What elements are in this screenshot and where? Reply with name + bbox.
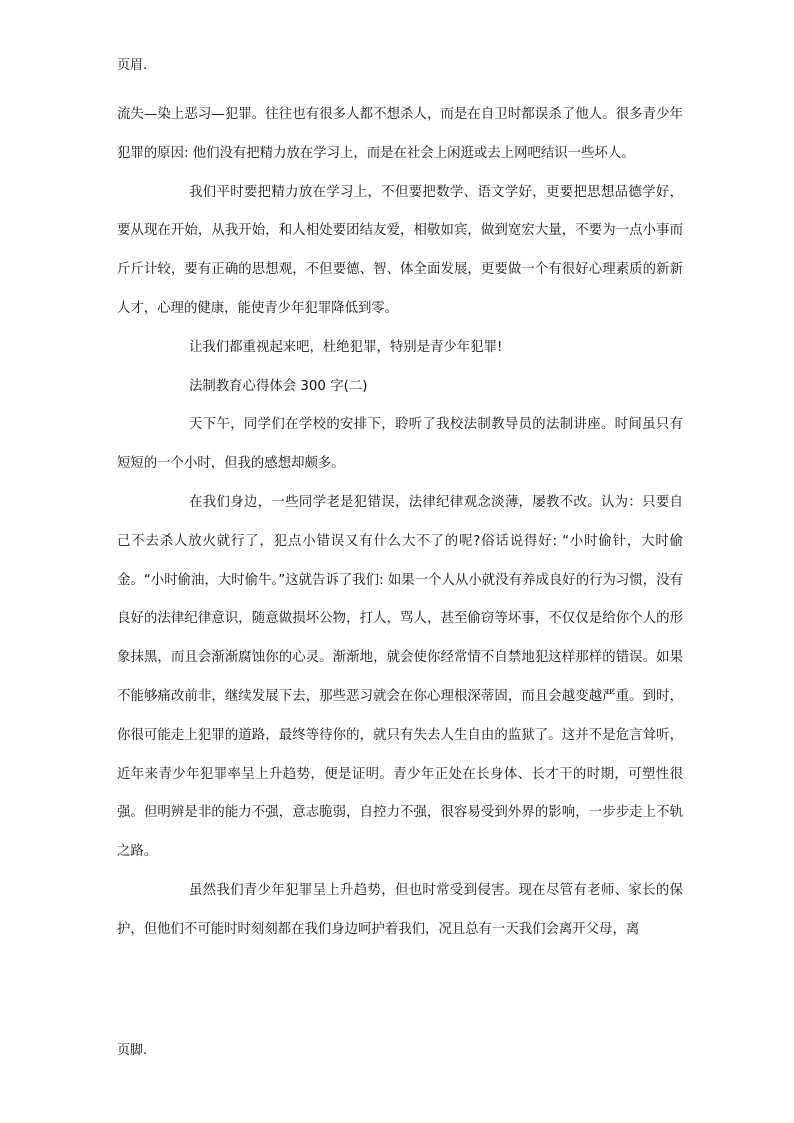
page-footer: 页脚. xyxy=(117,1043,148,1058)
paragraph-4: 天下午，同学们在学校的安排下，聆听了我校法制教导员的法制讲座。时间虽只有短短的一个小时，但我的感想却颇多。 xyxy=(117,417,683,472)
paragraph-5: 在我们身边，一些同学老是犯错误，法律纪律观念淡薄，屡教不改。认为：只要自己不去杀人放火就行了，犯点小错误又有什么大不了的呢?俗话说得好: “小时偷针，大时偷金。“小时偷油，大时偷牛。”这就告诉了我们: 如果一个人从小就没有养成良好的行为习惯，没有良好的法律纪律意识，随意做损坏公物，打人，骂人，甚至偷窃等坏事，不仅仅是给你个人的形象抹黑，而且会渐渐腐蚀你的心灵。渐渐地，就会使你经常情不自禁地犯这样那样的错误。如果不能够痛改前非，继续发展下去，那些恶习就会在你心理根深蒂固，而且会越变越严重。到时，你很可能走上犯罪的道路，最终等待你的，就只有失去人生自由的监狱了。这并不是危言耸听，近年来青少年犯罪率呈上升趋势，便是证明。青少年正处在长身体、长才干的时期，可塑性很强。但明辨是非的能力不强，意志脆弱，自控力不强，很容易受到外界的影响，一步步走上不轨之路。 xyxy=(117,494,683,860)
paragraph-1: 流失—染上恶习—犯罪。往往也有很多人都不想杀人，而是在自卫时都误杀了他人。很多青少年犯罪的原因: 他们没有把精力放在学习上，而是在社会上闲逛或去上网吧结识一些坏人。 xyxy=(117,107,683,161)
section-heading: 法制教育心得体会 300 字(二) xyxy=(189,378,368,394)
page-header: 页眉. xyxy=(117,58,148,73)
paragraph-2: 我们平时要把精力放在学习上，不但要把数学、语文学好，更要把思想品德学好，要从现在开始，从我开始，和人相处要团结友爱，相敬如宾，做到宽宏大量，不要为一点小事而斤斤计较，要有正确的思想观，不但要德、智、体全面发展，更要做一个有很好心理素质的新新人才，心理的健康，能使青少年犯罪降低到零。 xyxy=(117,184,683,316)
paragraph-3: 让我们都重视起来吧，杜绝犯罪，特别是青少年犯罪! xyxy=(189,339,503,355)
paragraph-6: 虽然我们青少年犯罪呈上升趋势，但也时常受到侵害。现在尽管有老师、家长的保护，但他们不可能时时刻刻都在我们身边呵护着我们，况且总有一天我们会离开父母，离 xyxy=(117,882,683,937)
document-body xyxy=(117,96,683,950)
